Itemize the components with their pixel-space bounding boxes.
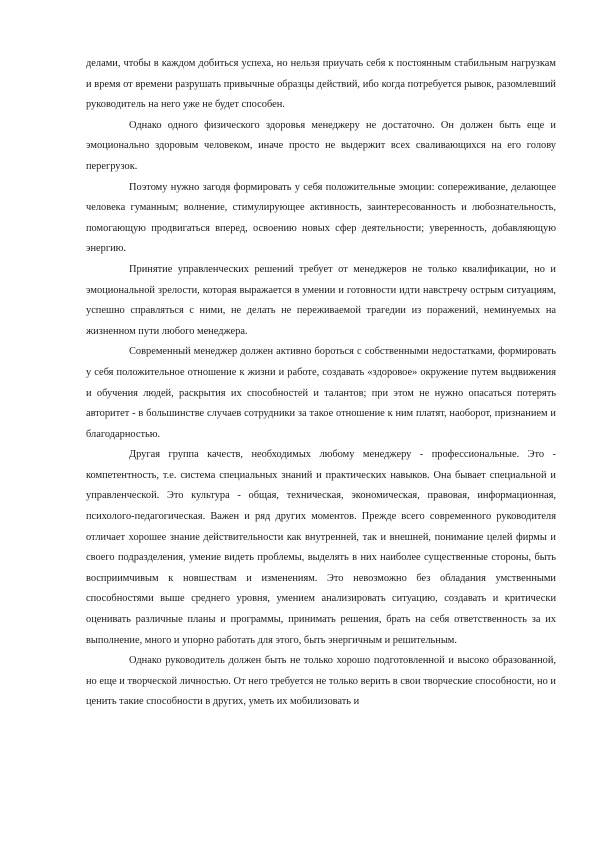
paragraph-7: Однако руководитель должен быть не только хорошо подготовленной и высоко образованной, но еще и творческой личностью. От него требуется не только верить в свои творческие способности, но и ценить такие способности в других, уметь их мобилизовать и bbox=[86, 655, 556, 708]
paragraph-4: Принятие управленческих решений требует от менеджеров не только квалификации, но и эмоциональной зрелости, которая выражается в умении и готовности идти навстречу острым ситуациям, успешно справляться с ними, не делать не переживаемой трагедии из поражений, неминуемых на жизненном пути любого менеджера. bbox=[86, 263, 556, 337]
document-body bbox=[86, 54, 556, 713]
paragraph-3: Поэтому нужно загодя формировать у себя положительные эмоции: сопереживание, делающее человека гуманным; волнение, стимулирующее активность, заинтересованность и любознательность, помогающую продвигаться вперед, освоению новых сфер деятельности; уверенность, добавляющую энергию. bbox=[86, 181, 556, 255]
paragraph-1: делами, чтобы в каждом добиться успеха, но нельзя приучать себя к постоянным стабильным нагрузкам и время от времени разрушать привычные образцы действий, ибо когда потребуется рывок, разомлевший руководитель на него уже не будет способен. bbox=[86, 58, 556, 111]
paragraph-2: Однако одного физического здоровья менеджеру не достаточно. Он должен быть еще и эмоционально здоровым человеком, иначе просто не выдержит всех сваливающихся на его голову перегрузок. bbox=[86, 119, 556, 172]
paragraph-6: Другая группа качеств, необходимых любому менеджеру - профессиональные. Это - компетентность, т.е. система специальных знаний и практических навыков. Она бывает специальной и управленческой. Это культура - общая, техническая, экономическая, правовая, информационная, психолого-педагогическая. Важен и ряд других моментов. Прежде всего современного руководителя отличает хорошее знание действительности как внутренней, так и внешней, понимание целей фирмы и своего подразделения, умение видеть проблемы, выделять в них наиболее существенные стороны, быть восприимчивым к новшествам и изменениям. Это невозможно без обладания умственными способностями выше среднего уровня, умением анализировать ситуацию, создавать и критически оценивать различные планы и программы, принимать решения, брать на себя ответственность за их выполнение, много и упорно работать для этого, быть энергичным и решительным. bbox=[86, 449, 556, 646]
paragraph-5: Современный менеджер должен активно бороться с собственными недостатками, формировать у себя положительное отношение к жизни и работе, создавать «здоровое» окружение путем выдвижения и обучения людей, раскрытия их способностей и талантов; при этом не нужно опасаться потерять авторитет - в большинстве случаев сотрудники за такое отношение к ним платят, наоборот, признанием и благодарностью. bbox=[86, 346, 556, 440]
